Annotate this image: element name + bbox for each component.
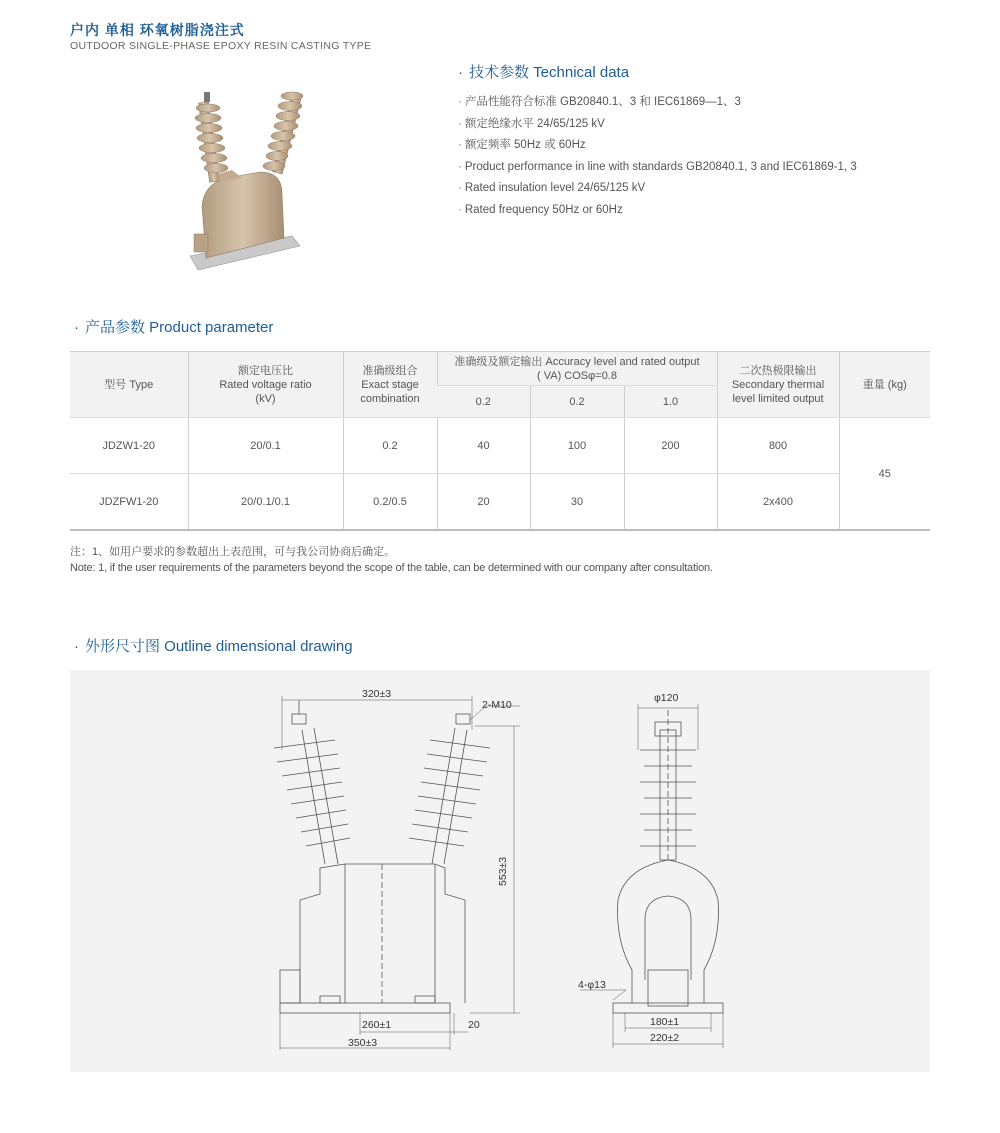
dim-side-inner: 180±1 <box>650 1016 680 1028</box>
header-output-line1: 准确级及额定输出 Accuracy level and rated output <box>454 355 700 368</box>
cell-accuracy: 0.2 <box>343 418 437 474</box>
note-en: Note: 1, if the user requirements of the parameters beyond the scope of the table, can be determined with our company after consultation. <box>70 562 713 574</box>
table-row <box>70 418 930 474</box>
cell-voltage: 20/0.1/0.1 <box>188 474 343 531</box>
header-voltage-en: Rated voltage ratio <box>219 378 312 391</box>
list-item-text: 额定绝缘水平 24/65/125 kV <box>464 117 605 130</box>
list-item-text: 产品性能符合标准 GB20840.1、3 和 IEC61869—1、3 <box>464 96 741 108</box>
cell-output-1: 20 <box>437 474 530 531</box>
cell-thermal: 2x400 <box>717 474 839 531</box>
list-item-text: Product performance in line with standards GB20840.1, 3 and IEC61869-1, 3 <box>464 160 857 173</box>
product-parameter-table <box>70 351 930 531</box>
technical-heading-text: 技术参数 Technical data <box>469 64 630 81</box>
transformer-photo <box>182 86 306 282</box>
list-item: · Rated frequency 50Hz or 60Hz <box>458 203 623 216</box>
cell-output-3 <box>624 474 717 531</box>
technical-heading: · 技术参数 Technical data <box>458 64 630 81</box>
dim-side-total: 220±2 <box>650 1032 680 1044</box>
dim-holes: 4-φ13 <box>578 979 606 991</box>
product-heading: · 产品参数 Product parameter <box>74 319 274 336</box>
cell-thermal: 800 <box>717 418 839 474</box>
outline-drawing-svg <box>70 670 930 1072</box>
header-thermal-cn: 二次热极限输出 <box>739 364 817 377</box>
header-output <box>437 352 717 386</box>
header-weight-text: 重量 (kg) <box>862 378 907 391</box>
outline-drawing <box>70 670 930 1072</box>
dim-top-width: 320±3 <box>362 688 392 700</box>
list-item-text: 额定频率 50Hz 或 60Hz <box>464 139 586 151</box>
cell-output-2: 30 <box>530 474 624 531</box>
header-sub-2: 0.2 <box>530 386 624 418</box>
header-output-line2: ( VA) COSφ=0.8 <box>537 369 617 382</box>
header-voltage-unit: (kV) <box>255 392 276 405</box>
outline-heading: · 外形尺寸图 Outline dimensional drawing <box>74 638 353 655</box>
list-item: · 额定频率 50Hz 或 60Hz <box>458 139 586 151</box>
cell-output-3: 200 <box>624 418 717 474</box>
dim-top-diameter: φ120 <box>654 692 679 704</box>
technical-list <box>458 92 857 221</box>
header-voltage <box>188 352 343 418</box>
header-accuracy-cn: 准确级组合 <box>362 364 418 377</box>
header-voltage-cn: 额定电压比 <box>238 364 293 377</box>
header-weight <box>839 352 930 418</box>
list-item-text: Rated insulation level 24/65/125 kV <box>464 182 646 194</box>
header-thermal <box>717 352 839 418</box>
dim-base-total: 350±3 <box>348 1037 378 1049</box>
cell-weight: 45 <box>839 418 930 531</box>
dim-base-edge: 20 <box>468 1019 480 1031</box>
dim-height: 553±3 <box>497 856 509 886</box>
header-sub-1: 0.2 <box>437 386 530 418</box>
header-accuracy-en2: combination <box>360 392 420 405</box>
product-heading-text: 产品参数 Product parameter <box>85 319 274 336</box>
dim-base-inner: 260±1 <box>362 1019 392 1031</box>
outline-heading-text: 外形尺寸图 Outline dimensional drawing <box>85 638 353 655</box>
dim-bolts: 2-M10 <box>482 699 512 711</box>
page-title: 户内 单相 环氧树脂浇注式 <box>70 22 245 38</box>
list-item: · 产品性能符合标准 GB20840.1、3 和 IEC61869—1、3 <box>458 96 741 108</box>
header-accuracy <box>343 352 437 418</box>
list-item: · Product performance in line with standards GB20840.1, 3 and IEC61869-1, 3 <box>458 160 857 173</box>
header-type-text: 型号 Type <box>104 378 154 391</box>
cell-type: JDZFW1-20 <box>70 474 188 531</box>
header-thermal-en1: Secondary thermal <box>731 378 825 391</box>
list-item: · 额定绝缘水平 24/65/125 kV <box>458 117 605 130</box>
list-item-text: Rated frequency 50Hz or 60Hz <box>464 203 623 216</box>
header-accuracy-en1: Exact stage <box>361 378 419 391</box>
list-item: · Rated insulation level 24/65/125 kV <box>458 182 646 194</box>
cell-output-2: 100 <box>530 418 624 474</box>
note-cn: 注：1、如用户要求的参数超出上表范围，可与我公司协商后确定。 <box>70 546 396 558</box>
cell-accuracy: 0.2/0.5 <box>343 474 437 531</box>
header-type <box>70 352 188 418</box>
cell-voltage: 20/0.1 <box>188 418 343 474</box>
header-thermal-en2: level limited output <box>732 392 824 405</box>
page-subtitle: OUTDOOR SINGLE-PHASE EPOXY RESIN CASTING TYPE <box>70 40 372 52</box>
cell-type: JDZW1-20 <box>70 418 188 474</box>
table-row <box>70 474 930 531</box>
cell-output-1: 40 <box>437 418 530 474</box>
header-sub-3: 1.0 <box>624 386 717 418</box>
